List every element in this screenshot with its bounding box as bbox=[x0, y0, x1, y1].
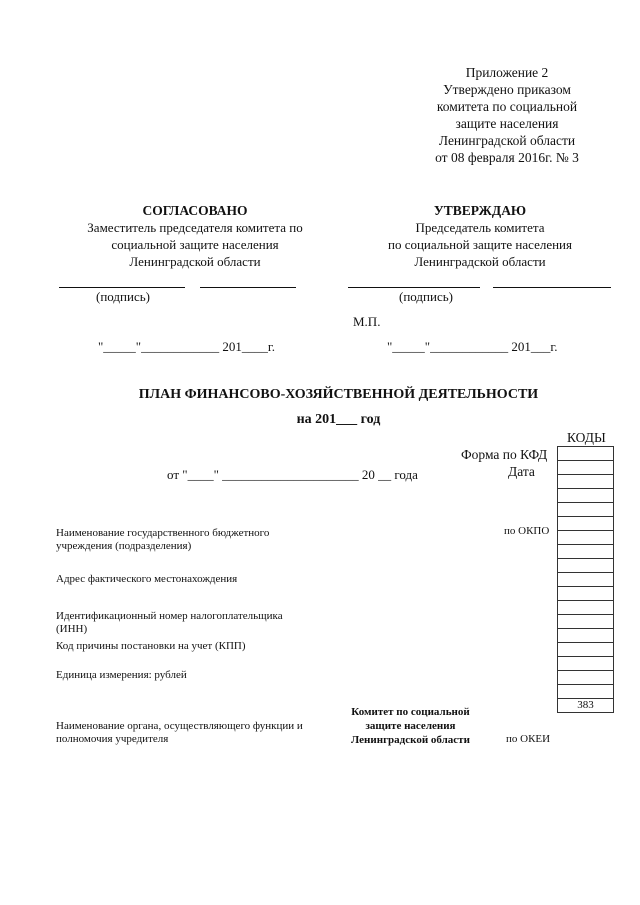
approved-name-line bbox=[493, 287, 611, 288]
okei-code-cell[interactable]: 383 bbox=[558, 699, 614, 713]
codes-row bbox=[558, 699, 614, 713]
code-cell[interactable] bbox=[558, 685, 614, 699]
appendix-line: от 08 февраля 2016г. № 3 bbox=[435, 150, 579, 165]
code-cell[interactable] bbox=[558, 447, 614, 461]
code-cell[interactable] bbox=[558, 545, 614, 559]
address-label: Адрес фактического местонахождения bbox=[56, 573, 238, 585]
approved-title: УТВЕРЖДАЮ bbox=[433, 203, 527, 218]
appendix-line: комитета по социальной bbox=[436, 99, 578, 114]
codes-row bbox=[558, 503, 614, 517]
codes-row bbox=[558, 559, 614, 573]
code-cell[interactable] bbox=[558, 559, 614, 573]
codes-row bbox=[558, 517, 614, 531]
institution-label bbox=[56, 527, 356, 553]
agreed-line: Заместитель председателя комитета по bbox=[87, 220, 303, 235]
codes-row bbox=[558, 489, 614, 503]
code-cell[interactable] bbox=[558, 531, 614, 545]
codes-row bbox=[558, 461, 614, 475]
codes-row bbox=[558, 475, 614, 489]
code-cell[interactable] bbox=[558, 629, 614, 643]
okpo-label: по ОКПО bbox=[504, 525, 550, 537]
codes-row bbox=[558, 545, 614, 559]
agreed-title: СОГЛАСОВАНО bbox=[142, 203, 248, 218]
approved-line: Председатель комитета bbox=[415, 220, 545, 235]
agreed-signature-caption: (подпись) bbox=[96, 289, 150, 304]
code-cell[interactable] bbox=[558, 587, 614, 601]
institution-label-line: учреждения (подразделения) bbox=[56, 540, 192, 552]
code-cell[interactable] bbox=[558, 517, 614, 531]
codes-row bbox=[558, 447, 614, 461]
appendix-block bbox=[412, 64, 602, 166]
founder-value-line: Ленинградской области bbox=[351, 734, 470, 746]
approved-line: Ленинградской области bbox=[414, 254, 546, 269]
stamp-label: М.П. bbox=[353, 314, 381, 329]
code-cell[interactable] bbox=[558, 475, 614, 489]
code-cell[interactable] bbox=[558, 615, 614, 629]
approved-position bbox=[350, 219, 610, 270]
plan-title: ПЛАН ФИНАНСОВО-ХОЗЯЙСТВЕННОЙ ДЕЯТЕЛЬНОСТИ bbox=[138, 387, 539, 402]
agreed-position bbox=[50, 219, 340, 270]
inn-label bbox=[56, 610, 356, 636]
code-cell[interactable] bbox=[558, 489, 614, 503]
institution-label-line: Наименование государственного бюджетного bbox=[56, 527, 270, 539]
codes-row bbox=[558, 657, 614, 671]
agreed-signature-line bbox=[59, 287, 185, 288]
okei-label: по ОКЕИ bbox=[506, 733, 551, 745]
code-cell[interactable] bbox=[558, 671, 614, 685]
codes-row bbox=[558, 643, 614, 657]
codes-row bbox=[558, 573, 614, 587]
date-label: Дата bbox=[508, 464, 535, 479]
code-cell[interactable] bbox=[558, 643, 614, 657]
codes-row bbox=[558, 671, 614, 685]
codes-row bbox=[558, 531, 614, 545]
appendix-line: защите населения bbox=[455, 116, 559, 131]
founder-label-line: Наименование органа, осуществляющего функции и bbox=[56, 720, 303, 732]
unit-label: Единица измерения: рублей bbox=[56, 669, 187, 681]
agreed-line: социальной защите населения bbox=[111, 237, 279, 252]
form-kfd-label: Форма по КФД bbox=[461, 447, 548, 462]
codes-row bbox=[558, 601, 614, 615]
approved-date: "_____"____________ 201___г. bbox=[387, 339, 558, 354]
inn-label-line: (ИНН) bbox=[56, 623, 88, 635]
codes-row bbox=[558, 629, 614, 643]
approved-line: по социальной защите населения bbox=[387, 237, 572, 252]
plan-from-date: от "____" _____________________ 20 __ года bbox=[167, 467, 418, 482]
kpp-label: Код причины постановки на учет (КПП) bbox=[56, 640, 246, 652]
code-cell[interactable] bbox=[558, 657, 614, 671]
appendix-line: Утверждено приказом bbox=[443, 82, 571, 97]
codes-header: КОДЫ bbox=[567, 430, 606, 445]
approved-signature-caption: (подпись) bbox=[399, 289, 453, 304]
founder-value-line: защите населения bbox=[365, 720, 456, 732]
approved-signature-line bbox=[348, 287, 480, 288]
codes-row bbox=[558, 587, 614, 601]
code-cell[interactable] bbox=[558, 601, 614, 615]
inn-label-line: Идентификационный номер налогоплательщика bbox=[56, 610, 283, 622]
founder-label bbox=[56, 720, 356, 746]
code-cell[interactable] bbox=[558, 461, 614, 475]
code-cell[interactable] bbox=[558, 573, 614, 587]
code-cell[interactable] bbox=[558, 503, 614, 517]
founder-value-line: Комитет по социальной bbox=[351, 706, 470, 718]
founder-label-line: полномочия учредителя bbox=[56, 733, 169, 745]
codes-row bbox=[558, 685, 614, 699]
appendix-line: Ленинградской области bbox=[438, 133, 576, 148]
plan-year: на 201___ год bbox=[296, 412, 381, 427]
founder-value bbox=[343, 705, 478, 747]
codes-row bbox=[558, 615, 614, 629]
appendix-line: Приложение 2 bbox=[465, 65, 549, 80]
agreed-date: "_____"____________ 201____г. bbox=[98, 339, 275, 354]
codes-table bbox=[557, 446, 614, 713]
agreed-line: Ленинградской области bbox=[129, 254, 261, 269]
agreed-name-line bbox=[200, 287, 296, 288]
